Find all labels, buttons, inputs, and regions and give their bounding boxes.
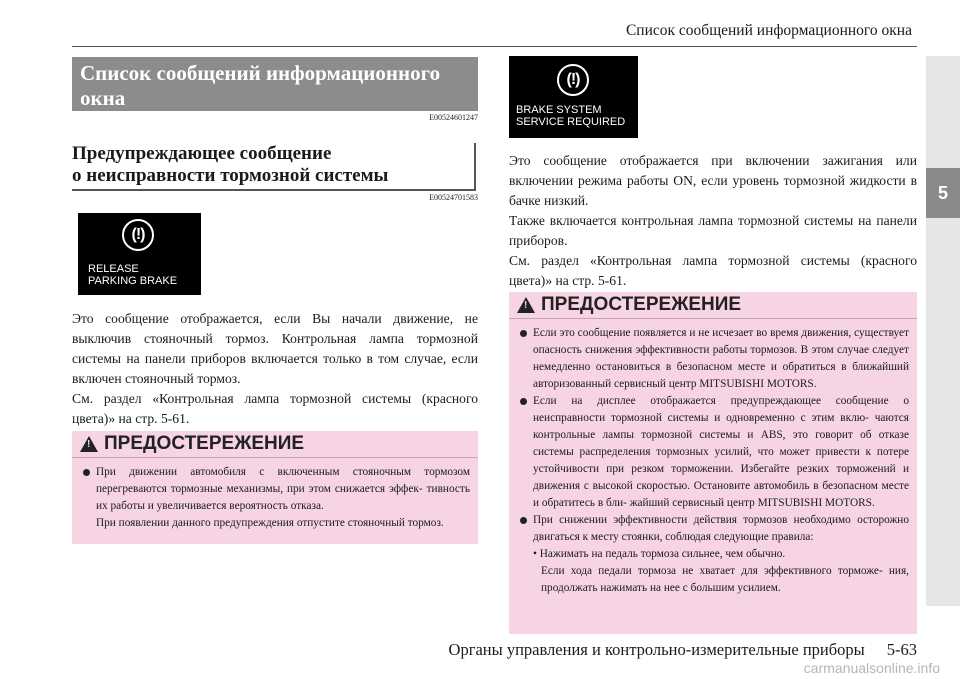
caution-item: При движении автомобиля с включенным стояночным тормозом перегреваются тормозные механизмы, при этом снижается эффек- тивность их работы и увеличивается вероятность отказа. xyxy=(82,464,470,515)
warning-circle-icon: (!) xyxy=(557,64,589,96)
caution-body xyxy=(509,319,917,603)
chapter-tab[interactable]: 5 xyxy=(926,168,960,218)
subheading xyxy=(72,143,476,191)
caution-item-continuation: При появлении данного предупреждения отпустите стояночный тормоз. xyxy=(96,517,444,529)
right-paragraph-3: См. раздел «Контрольная лампа тормозной системы (красного цвета)» на стр. 5-61. xyxy=(509,253,917,288)
caution-item: Если это сообщение появляется и не исчезает во время движения, существует опасность снижения эффективности работы тормозов. В этом случае следует немедленно остановиться в безопасном месте и обратиться в ближайший авторизованный сервисный центр MITSUBISHI MOTORS. xyxy=(519,325,909,393)
caution-item: При снижении эффективности действия тормозов необходимо осторожно двигаться к месту стоянки, соблюдая следующие правила: xyxy=(519,512,909,546)
release-parking-brake-display xyxy=(78,213,201,295)
display-line1: BRAKE SYSTEM xyxy=(516,104,602,116)
left-body-text xyxy=(72,309,478,429)
warning-triangle-icon xyxy=(80,436,98,452)
caution-box-left xyxy=(72,431,478,544)
caution-header xyxy=(509,292,917,319)
display-message xyxy=(88,263,177,287)
page-footer xyxy=(430,640,917,660)
display-line2: SERVICE REQUIRED xyxy=(516,116,626,128)
watermark: carmanualsonline.info xyxy=(803,660,940,676)
subheading-line1: Предупреждающее сообщение xyxy=(72,143,332,164)
caution-subitem: • Нажимать на педаль тормоза сильнее, чем обычно. xyxy=(533,548,786,560)
section-code: E00524601247 xyxy=(429,113,478,122)
display-line1: RELEASE xyxy=(88,263,139,275)
warning-triangle-icon xyxy=(517,297,535,313)
right-body-text xyxy=(509,151,917,291)
caution-title: ПРЕДОСТЕРЕЖЕНИЕ xyxy=(541,294,742,315)
page-header-title: Список сообщений информационного окна xyxy=(625,22,912,39)
left-paragraph-2: См. раздел «Контрольная лампа тормозной системы (красного цвета)» на стр. 5-61. xyxy=(72,391,478,426)
display-line2: PARKING BRAKE xyxy=(88,275,178,287)
section-title: Список сообщений информационного окна xyxy=(72,57,478,111)
warning-circle-icon: (!) xyxy=(122,219,154,251)
display-message xyxy=(516,104,625,128)
caution-subitem-continuation: Если хода педали тормоза не хватает для эффективного торможе- ния, продолжать нажимать на нее с большим усилием. xyxy=(541,565,909,594)
caution-box-right xyxy=(509,292,917,634)
left-paragraph-1: Это сообщение отображается, если Вы начали движение, не выключив стояночный тормоз. Контрольная лампа тормозной системы на панели приборов включается только в том случае, если включен стояночный тормоз. xyxy=(72,311,478,386)
header-divider xyxy=(72,46,917,47)
footer-section: Органы управления и контрольно-измерительные приборы xyxy=(448,640,865,659)
caution-item: Если на дисплее отображается предупреждающее сообщение о неисправности тормозной системы и одновременно с этим вклю- чаются контрольные лампы тормозной системы и ABS, это говорит об отказе системы распределения тормозных усилий, что может привести к потере устойчивости при резком торможении. Избегайте резких торможений и движения с высокой скоростью. Остановите автомобиль в безопасном месте и обратитесь в бли- жайший сервисный центр MITSUBISHI MOTORS. xyxy=(519,393,909,512)
chapter-sidebar xyxy=(926,56,960,606)
right-paragraph-1: Это сообщение отображается при включении зажигания или включении режима работы ON, если уровень тормозной жидкости в бачке низкий. xyxy=(509,153,917,208)
page-number: 5-63 xyxy=(886,640,917,659)
caution-title: ПРЕДОСТЕРЕЖЕНИЕ xyxy=(104,433,305,454)
brake-system-service-display xyxy=(509,56,638,138)
right-paragraph-2: Также включается контрольная лампа тормозной системы на панели приборов. xyxy=(509,213,917,248)
caution-body xyxy=(72,458,478,538)
caution-header xyxy=(72,431,478,458)
subheading-line2: о неисправности тормозной системы xyxy=(72,165,389,186)
subheading-code: E00524701583 xyxy=(429,193,478,202)
